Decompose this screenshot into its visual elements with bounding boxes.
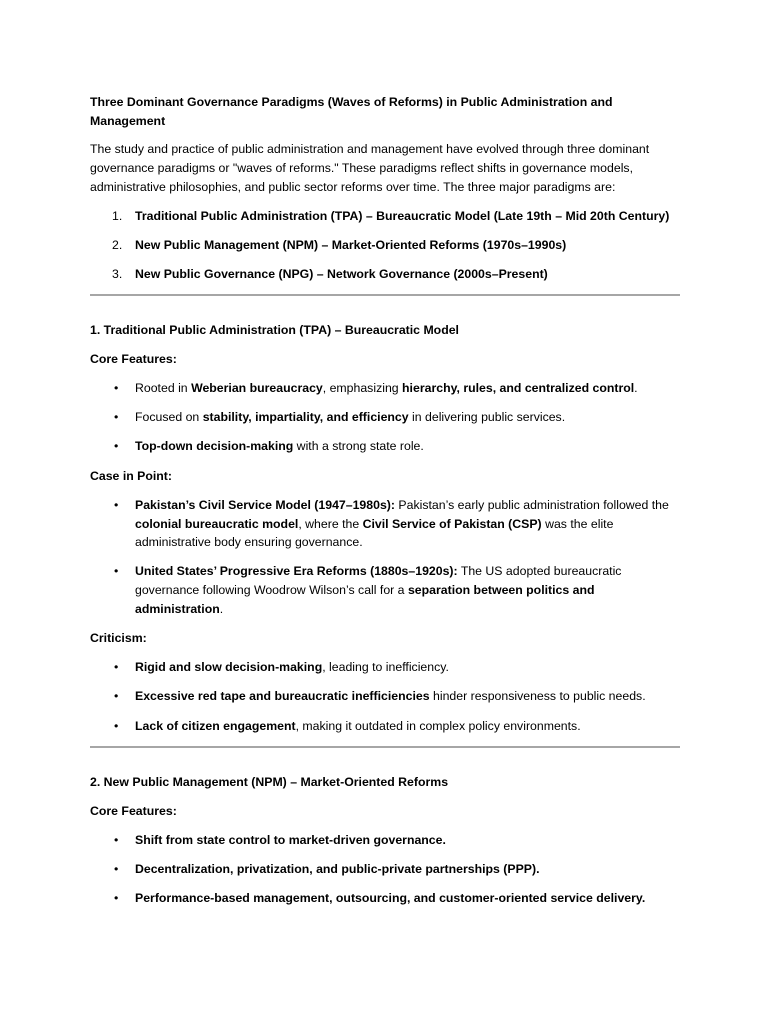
list-item: • Decentralization, privatization, and public-private partnerships (PPP).: [90, 860, 680, 879]
bullet-icon: •: [114, 718, 119, 733]
intro-paragraph: The study and practice of public administration and management have evolved through three dominant governance paradigms or "waves of reforms." These paradigms reflect shifts in governance models, administrative philosophies, and public sector reforms over time. The three major paradigms are:: [90, 142, 650, 194]
document-body: [90, 93, 680, 918]
list-item: • Rigid and slow decision-making, leading to inefficiency.: [90, 658, 680, 677]
core-features-list: [90, 831, 680, 908]
list-number: 1.: [112, 208, 123, 223]
list-item: • Excessive red tape and bureaucratic inefficiencies hinder responsiveness to public needs.: [90, 687, 680, 706]
section-divider: [90, 294, 680, 296]
bullet-icon: •: [114, 410, 119, 425]
criticism-label: Criticism:: [90, 631, 147, 646]
paradigm-item: [90, 265, 680, 284]
bullet-icon: •: [114, 381, 119, 396]
list-item: • Top-down decision-making with a strong state role.: [90, 437, 680, 456]
paradigm-list: [90, 207, 680, 284]
section-divider: [90, 746, 680, 748]
case-in-point-label: Case in Point:: [90, 468, 172, 483]
bullet-icon: •: [114, 832, 119, 847]
list-number: 2.: [112, 237, 123, 252]
bullet-icon: •: [114, 660, 119, 675]
list-item: • Pakistan’s Civil Service Model (1947–1980s): Pakistan’s early public administration followed the colonial bureaucratic model, where the Civil Service of Pakistan (CSP) was the elite administrative body ensuring governance.: [114, 497, 669, 550]
list-item: • United States’ Progressive Era Reforms (1880s–1920s): The US adopted bureaucratic governance following Woodrow Wilson’s call for a separation between politics and administration.: [114, 564, 622, 616]
core-features-label: Core Features:: [90, 803, 177, 818]
list-number: 3.: [112, 266, 123, 281]
document-title: Three Dominant Governance Paradigms (Waves of Reforms) in Public Administration and Management: [90, 95, 613, 128]
section-tpa: [90, 321, 680, 748]
core-features-list: [90, 379, 680, 456]
paradigm-text: New Public Management (NPM) – Market-Oriented Reforms (1970s–1990s): [135, 237, 567, 252]
section-title: 1. Traditional Public Administration (TPA) – Bureaucratic Model: [90, 323, 459, 338]
list-item: • Shift from state control to market-driven governance.: [90, 831, 680, 850]
core-features-label: Core Features:: [90, 351, 177, 366]
paradigm-item: [90, 236, 680, 255]
bullet-icon: •: [114, 891, 119, 906]
bullet-icon: •: [114, 861, 119, 876]
list-item: • Lack of citizen engagement, making it outdated in complex policy environments.: [90, 717, 680, 736]
bullet-icon: •: [114, 439, 119, 454]
list-item: • Focused on stability, impartiality, and efficiency in delivering public services.: [90, 408, 680, 427]
bullet-icon: •: [114, 497, 119, 512]
list-item: • Rooted in Weberian bureaucracy, emphasizing hierarchy, rules, and centralized control.: [90, 379, 680, 398]
section-npm: [90, 773, 680, 908]
section-title: 2. New Public Management (NPM) – Market-Oriented Reforms: [90, 774, 449, 789]
paradigm-item: [90, 207, 680, 226]
paradigm-text: New Public Governance (NPG) – Network Governance (2000s–Present): [135, 266, 548, 281]
case-list: [90, 496, 680, 619]
bullet-icon: •: [114, 689, 119, 704]
list-item: • Performance-based management, outsourcing, and customer-oriented service delivery.: [90, 889, 680, 908]
paradigm-text: Traditional Public Administration (TPA) – Bureaucratic Model (Late 19th – Mid 20th Century): [135, 208, 670, 223]
bullet-icon: •: [114, 564, 119, 579]
criticism-list: [90, 658, 680, 735]
